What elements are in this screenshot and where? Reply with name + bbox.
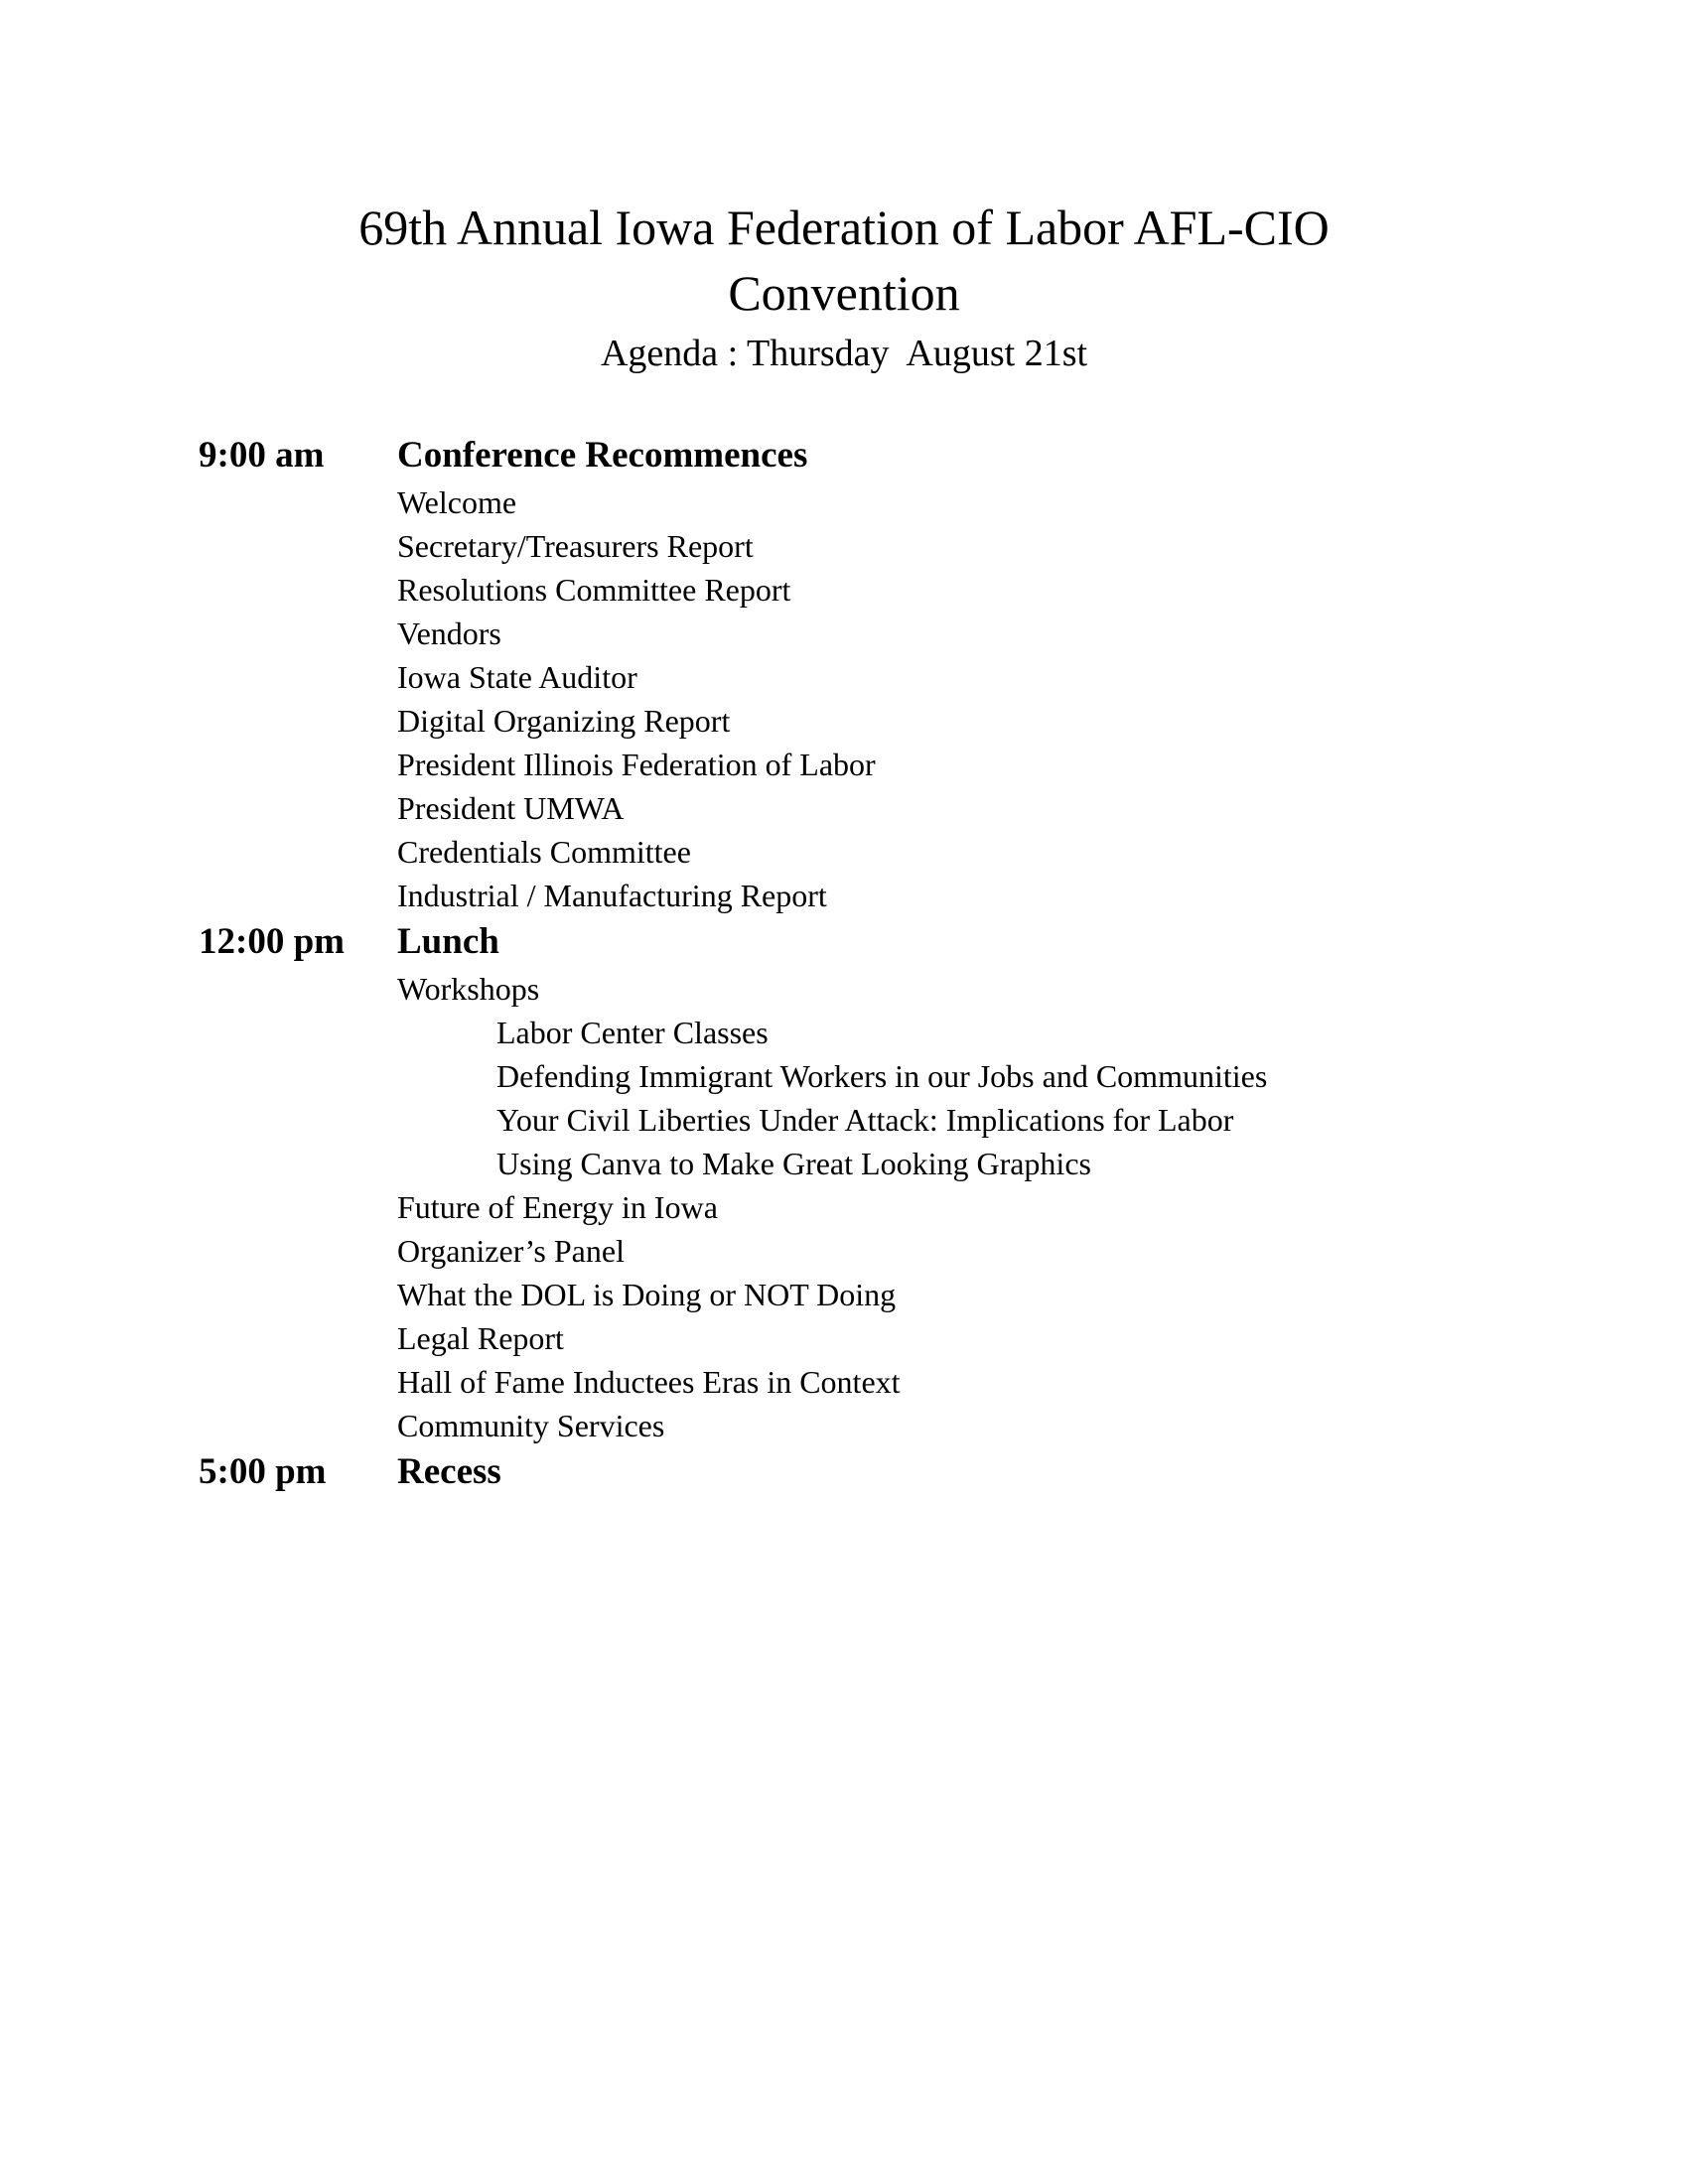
- session-header: [199, 917, 1589, 967]
- workshops-label: Workshops: [397, 971, 540, 1007]
- session-recess: [199, 1447, 1589, 1497]
- session-header: [199, 1447, 1589, 1497]
- agenda-item: Iowa State Auditor: [397, 659, 637, 695]
- session-time: 9:00 am: [199, 435, 325, 476]
- workshop-item: Using Canva to Make Great Looking Graphics: [496, 1146, 1091, 1181]
- agenda-item: Future of Energy in Iowa: [397, 1189, 718, 1225]
- agenda-item: Vendors: [397, 615, 501, 651]
- agenda-item: Resolutions Committee Report: [397, 572, 791, 608]
- agenda-item: Industrial / Manufacturing Report: [397, 878, 827, 913]
- session-lunch: [199, 917, 1589, 1447]
- agenda-list: [199, 431, 1589, 1497]
- session-header: [199, 431, 1589, 480]
- agenda-item: Credentials Committee: [397, 834, 691, 870]
- document-title-line-1: 69th Annual Iowa Federation of Labor AFL-CIO: [358, 200, 1330, 255]
- agenda-item: Digital Organizing Report: [397, 703, 731, 739]
- session-title: Conference Recommences: [397, 435, 808, 476]
- agenda-item: Organizer’s Panel: [397, 1233, 625, 1269]
- title-block: [0, 195, 1688, 381]
- agenda-item: Community Services: [397, 1408, 665, 1443]
- workshop-item: Labor Center Classes: [496, 1015, 769, 1050]
- session-time: 5:00 pm: [199, 1451, 327, 1492]
- agenda-item: President Illinois Federation of Labor: [397, 747, 876, 782]
- agenda-subtitle: Agenda : Thursday August 21st: [600, 333, 1088, 374]
- agenda-item: What the DOL is Doing or NOT Doing: [397, 1277, 897, 1312]
- agenda-item: President UMWA: [397, 790, 625, 826]
- session-title: Lunch: [397, 921, 499, 962]
- agenda-item: Secretary/Treasurers Report: [397, 528, 754, 564]
- agenda-item: Hall of Fame Inductees Eras in Context: [397, 1364, 901, 1400]
- workshop-item: Defending Immigrant Workers in our Jobs and Communities: [496, 1058, 1268, 1094]
- session-time: 12:00 pm: [199, 921, 345, 962]
- document-title-line-2: Convention: [728, 265, 960, 321]
- agenda-item: Welcome: [397, 484, 517, 520]
- session-title: Recess: [397, 1451, 501, 1492]
- workshop-item: Your Civil Liberties Under Attack: Implications for Labor: [496, 1102, 1234, 1138]
- agenda-item: Legal Report: [397, 1320, 564, 1356]
- session-morning: [199, 431, 1589, 917]
